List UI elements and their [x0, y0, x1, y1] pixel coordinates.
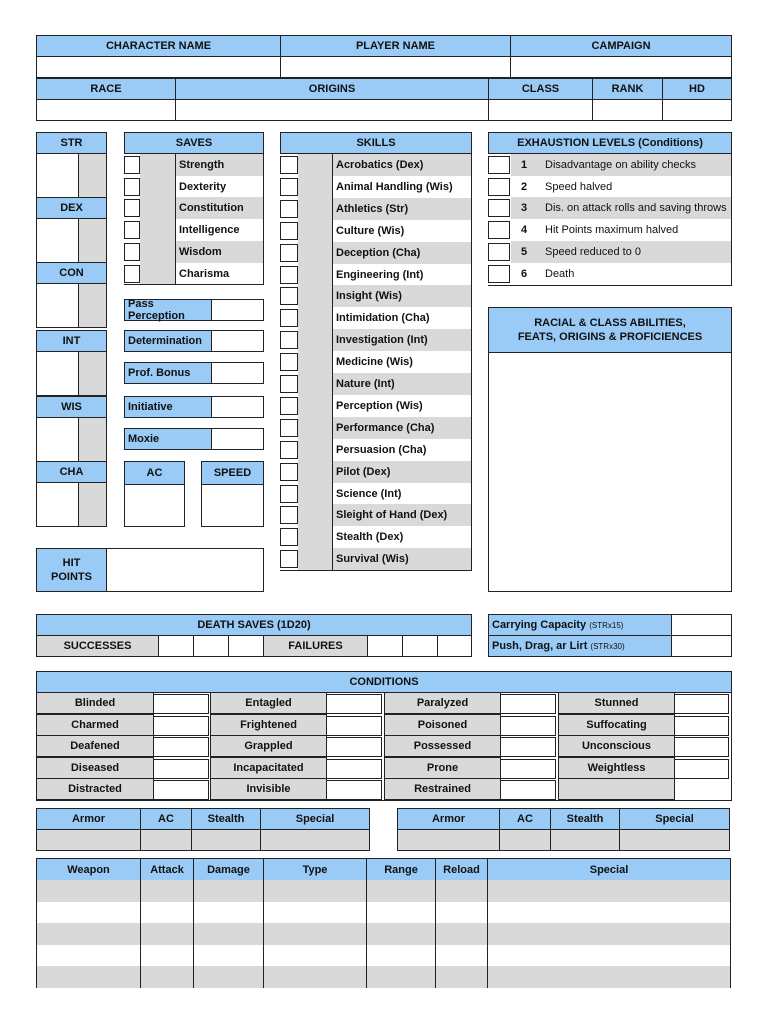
class-label: CLASS	[521, 83, 560, 95]
weapon-row-4-weapon[interactable]	[36, 945, 141, 967]
racial-abilities-title-2: FEATS, ORIGINS & PROFICIENCES	[517, 331, 703, 343]
ability-modifier-dex[interactable]	[78, 218, 107, 263]
conditions-header	[36, 671, 732, 693]
skill-stealth-dex-checkbox[interactable]	[280, 528, 298, 546]
push-drag-field[interactable]	[671, 635, 732, 657]
save-modifier-dexterity[interactable]	[140, 176, 176, 198]
player-name-header	[280, 35, 511, 57]
weapon-header-special: Special	[487, 858, 731, 881]
save-modifier-strength[interactable]	[140, 154, 176, 176]
condition-charmed-label: Charmed	[36, 714, 154, 736]
skill-science-int-modifier[interactable]	[298, 483, 333, 505]
armor-1-field-special[interactable]	[260, 829, 370, 851]
skill-stealth-dex-modifier[interactable]	[298, 526, 333, 548]
save-modifier-wisdom[interactable]	[140, 241, 176, 263]
weapon-header-attack: Attack	[140, 858, 194, 881]
save-checkbox-wisdom[interactable]	[124, 243, 140, 261]
weapon-row-5-damage[interactable]	[193, 966, 264, 988]
failure-box-1[interactable]	[367, 635, 403, 657]
exhaustion-checkbox-4[interactable]	[488, 221, 510, 239]
armor-1-field-ac[interactable]	[140, 829, 192, 851]
skill-insight-wis-modifier[interactable]	[298, 285, 333, 307]
carrying-capacity-note: (STRx15)	[589, 620, 624, 630]
weapon-row-1-damage[interactable]	[193, 880, 264, 902]
weapon-row-4-range[interactable]	[366, 945, 436, 967]
carrying-capacity-text: Carrying Capacity	[492, 619, 587, 631]
save-modifier-charisma[interactable]	[140, 263, 176, 285]
skill-medicine-wis-modifier[interactable]	[298, 351, 333, 373]
ability-score-wis[interactable]	[36, 417, 79, 462]
weapon-row-4-damage[interactable]	[193, 945, 264, 967]
exhaustion-checkbox-5[interactable]	[488, 243, 510, 261]
skill-pilot-dex-label: Pilot (Dex)	[333, 461, 472, 483]
success-box-2[interactable]	[193, 635, 229, 657]
exhaustion-checkbox-1[interactable]	[488, 156, 510, 174]
prof-bonus-field[interactable]	[211, 362, 264, 384]
skill-acrobatics-dex-modifier[interactable]	[298, 154, 333, 176]
ability-header-dex: DEX	[36, 197, 107, 219]
push-drag-text: Push, Drag, ar Lirt	[492, 640, 588, 652]
exhaustion-level-number: 1	[521, 159, 528, 171]
ability-modifier-con[interactable]	[78, 283, 107, 328]
weapon-row-5-weapon[interactable]	[36, 966, 141, 988]
determination-text: Determination	[128, 335, 202, 347]
death-saves-header	[36, 614, 472, 636]
hit-points-field[interactable]	[106, 548, 264, 592]
weapon-header-damage: Damage	[193, 858, 264, 881]
skill-intimidation-cha-modifier[interactable]	[298, 307, 333, 329]
weapon-row-4-type[interactable]	[263, 945, 367, 967]
exhaustion-checkbox-3[interactable]	[488, 199, 510, 217]
skill-acrobatics-dex-checkbox[interactable]	[280, 156, 298, 174]
weapon-row-3-special[interactable]	[487, 923, 731, 945]
weapon-row-1-type[interactable]	[263, 880, 367, 902]
skill-science-int-label: Science (Int)	[333, 483, 472, 505]
failures-label	[263, 635, 368, 657]
skill-athletics-str-checkbox[interactable]	[280, 200, 298, 218]
skill-culture-wis-checkbox[interactable]	[280, 222, 298, 240]
ability-modifier-str[interactable]	[78, 153, 107, 198]
exhaustion-level-number: 4	[521, 224, 528, 237]
hit-points-label-2: POINTS	[51, 571, 92, 583]
skill-science-int-checkbox[interactable]	[280, 485, 298, 503]
save-checkbox-dexterity[interactable]	[124, 178, 140, 196]
hit-points-header	[36, 548, 107, 592]
skill-deception-cha-modifier[interactable]	[298, 242, 333, 264]
failure-box-2[interactable]	[402, 635, 438, 657]
character-name-header	[36, 35, 281, 57]
ac-field[interactable]	[124, 484, 185, 527]
save-checkbox-intelligence[interactable]	[124, 221, 140, 239]
moxie-field[interactable]	[211, 428, 264, 450]
successes-text: SUCCESSES	[63, 640, 132, 652]
weapon-row-5-attack[interactable]	[140, 966, 194, 988]
hd-header	[662, 78, 732, 100]
carrying-capacity-label	[488, 614, 672, 636]
origins-label: ORIGINS	[308, 83, 356, 95]
skill-persuasion-cha-checkbox[interactable]	[280, 441, 298, 459]
weapon-row-1-range[interactable]	[366, 880, 436, 902]
save-label-constitution: Constitution	[176, 197, 264, 219]
race-label: RACE	[90, 83, 122, 95]
moxie-label	[124, 428, 212, 450]
skills-header	[280, 132, 472, 154]
skill-insight-wis-checkbox[interactable]	[280, 287, 298, 305]
ability-score-con[interactable]	[36, 283, 79, 328]
skill-nature-int-label: Nature (Int)	[333, 373, 472, 395]
skill-deception-cha-label: Deception (Cha)	[333, 242, 472, 264]
exhaustion-row-5	[511, 241, 732, 263]
exhaustion-level-text: Speed halved	[545, 180, 613, 193]
skill-perception-wis-label: Perception (Wis)	[333, 395, 472, 417]
origins-field[interactable]	[175, 99, 489, 121]
skill-pilot-dex-modifier[interactable]	[298, 461, 333, 483]
skill-stealth-dex-label: Stealth (Dex)	[333, 526, 472, 548]
condition-stunned-label: Stunned	[558, 692, 675, 714]
ability-header-wis: WIS	[36, 396, 107, 418]
weapon-row-5-type[interactable]	[263, 966, 367, 988]
condition-frightened-label: Frightened	[210, 714, 327, 736]
condition-blinded-label: Blinded	[36, 692, 154, 714]
condition-entagled-label: Entagled	[210, 692, 327, 714]
exhaustion-level-number: 2	[521, 180, 528, 193]
armor-2-field-ac[interactable]	[499, 829, 551, 851]
skill-animal-handling-wis-modifier[interactable]	[298, 176, 333, 198]
skill-performance-cha-label: Performance (Cha)	[333, 417, 472, 439]
skill-performance-cha-modifier[interactable]	[298, 417, 333, 439]
skill-perception-wis-modifier[interactable]	[298, 395, 333, 417]
weapon-row-5-reload[interactable]	[435, 966, 488, 988]
ac-label: AC	[146, 467, 163, 479]
save-label-wisdom: Wisdom	[176, 241, 264, 263]
weapon-row-2-attack[interactable]	[140, 902, 194, 924]
death-saves-title: DEATH SAVES (1D20)	[197, 619, 311, 631]
exhaustion-header	[488, 132, 732, 154]
weapon-row-3-type[interactable]	[263, 923, 367, 945]
weapon-row-4-special[interactable]	[487, 945, 731, 967]
racial-abilities-title-1: RACIAL & CLASS ABILITIES,	[534, 317, 686, 329]
exhaustion-level-number: 3	[521, 202, 528, 215]
exhaustion-level-number: 6	[521, 267, 528, 280]
weapon-row-5-range[interactable]	[366, 966, 436, 988]
campaign-header	[510, 35, 732, 57]
failures-text: FAILURES	[288, 640, 343, 652]
exhaustion-row-6	[511, 263, 732, 285]
exhaustion-level-text: Hit Points maximum halved	[545, 224, 679, 237]
weapon-row-4-reload[interactable]	[435, 945, 488, 967]
saves-header	[124, 132, 264, 154]
armor-1-field-armor[interactable]	[36, 829, 141, 851]
skill-athletics-str-label: Athletics (Str)	[333, 198, 472, 220]
weapon-row-3-attack[interactable]	[140, 923, 194, 945]
skill-survival-wis-modifier[interactable]	[298, 548, 333, 570]
race-field[interactable]	[36, 99, 176, 121]
exhaustion-row-3	[511, 197, 732, 219]
rank-header	[592, 78, 663, 100]
ability-header-int: INT	[36, 330, 107, 352]
pass-perception-field[interactable]	[211, 299, 264, 321]
skill-nature-int-modifier[interactable]	[298, 373, 333, 395]
armor-2-header-armor: Armor	[397, 808, 500, 830]
skill-persuasion-cha-label: Persuasion (Cha)	[333, 439, 472, 461]
condition-weightless-label: Weightless	[558, 757, 675, 779]
skill-sleight-of-hand-dex-modifier[interactable]	[298, 504, 333, 526]
weapon-header-reload: Reload	[435, 858, 488, 881]
ability-header-cha: CHA	[36, 461, 107, 483]
ability-score-str[interactable]	[36, 153, 79, 198]
pass-perception-label	[124, 299, 212, 321]
player-name-label: PLAYER NAME	[355, 40, 436, 52]
weapon-header-range: Range	[366, 858, 436, 881]
skills-bottom-border	[280, 570, 472, 571]
pass-perception-text: Pass Perception	[128, 298, 185, 322]
weapon-row-4-attack[interactable]	[140, 945, 194, 967]
skill-engineering-int-checkbox[interactable]	[280, 266, 298, 284]
ability-modifier-cha[interactable]	[78, 482, 107, 527]
ability-modifier-int[interactable]	[78, 351, 107, 396]
condition-suffocating-label: Suffocating	[558, 714, 675, 736]
exhaustion-level-text: Speed reduced to 0	[545, 245, 642, 258]
success-box-1[interactable]	[158, 635, 194, 657]
character-name-field[interactable]	[36, 56, 281, 78]
conditions-frame	[36, 692, 732, 801]
exhaustion-row-4	[511, 219, 732, 241]
ability-score-dex[interactable]	[36, 218, 79, 263]
exhaustion-level-number: 5	[521, 245, 528, 258]
weapon-header-type: Type	[263, 858, 367, 881]
skill-engineering-int-label: Engineering (Int)	[333, 264, 472, 286]
armor-1-header-special: Special	[260, 808, 370, 830]
save-checkbox-strength[interactable]	[124, 156, 140, 174]
skill-perception-wis-checkbox[interactable]	[280, 397, 298, 415]
skill-acrobatics-dex-label: Acrobatics (Dex)	[333, 154, 472, 176]
skill-intimidation-cha-label: Intimidation (Cha)	[333, 307, 472, 329]
exhaustion-title: EXHAUSTION LEVELS (Conditions)	[517, 137, 703, 149]
skill-intimidation-cha-checkbox[interactable]	[280, 309, 298, 327]
race-header	[36, 78, 176, 100]
prof-bonus-label	[124, 362, 212, 384]
weapon-row-1-weapon[interactable]	[36, 880, 141, 902]
exhaustion-bottom-border	[488, 285, 732, 286]
exhaustion-checkbox-6[interactable]	[488, 265, 510, 283]
condition-prone-label: Prone	[384, 757, 501, 779]
skill-sleight-of-hand-dex-checkbox[interactable]	[280, 506, 298, 524]
armor-2-header-ac: AC	[499, 808, 551, 830]
condition-restrained-label: Restrained	[384, 778, 501, 800]
determination-field[interactable]	[211, 330, 264, 352]
weapon-row-2-special[interactable]	[487, 902, 731, 924]
initiative-text: Initiative	[128, 401, 173, 413]
exhaustion-level-text: Dis. on attack rolls and saving throws	[545, 202, 727, 215]
skill-nature-int-checkbox[interactable]	[280, 375, 298, 393]
save-label-strength: Strength	[176, 154, 264, 176]
weapon-row-2-range[interactable]	[366, 902, 436, 924]
racial-abilities-header	[488, 307, 732, 353]
weapon-row-3-reload[interactable]	[435, 923, 488, 945]
save-modifier-intelligence[interactable]	[140, 219, 176, 241]
weapon-row-2-weapon[interactable]	[36, 902, 141, 924]
save-checkbox-charisma[interactable]	[124, 265, 140, 283]
speed-label: SPEED	[213, 467, 252, 479]
armor-2-field-armor[interactable]	[397, 829, 500, 851]
skill-culture-wis-modifier[interactable]	[298, 220, 333, 242]
save-label-intelligence: Intelligence	[176, 219, 264, 241]
skill-medicine-wis-label: Medicine (Wis)	[333, 351, 472, 373]
conditions-title: CONDITIONS	[349, 676, 419, 688]
ability-header-con: CON	[36, 262, 107, 284]
rank-label: RANK	[611, 83, 644, 95]
exhaustion-checkbox-2[interactable]	[488, 178, 510, 196]
class-field[interactable]	[488, 99, 593, 121]
save-label-dexterity: Dexterity	[176, 176, 264, 198]
skill-medicine-wis-checkbox[interactable]	[280, 353, 298, 371]
saves-title: SAVES	[175, 137, 213, 149]
armor-2-field-special[interactable]	[619, 829, 730, 851]
skill-engineering-int-modifier[interactable]	[298, 264, 333, 286]
skill-persuasion-cha-modifier[interactable]	[298, 439, 333, 461]
push-drag-label	[488, 635, 672, 657]
origins-header	[175, 78, 489, 100]
condition-poisoned-label: Poisoned	[384, 714, 501, 736]
racial-abilities-field[interactable]	[488, 352, 732, 592]
player-name-field[interactable]	[280, 56, 511, 78]
save-label-charisma: Charisma	[176, 263, 264, 285]
speed-field[interactable]	[201, 484, 264, 527]
skill-investigation-int-label: Investigation (Int)	[333, 329, 472, 351]
speed-header	[201, 461, 264, 485]
armor-1-header-stealth: Stealth	[191, 808, 261, 830]
push-drag-note: (STRx30)	[590, 641, 625, 651]
skill-survival-wis-checkbox[interactable]	[280, 550, 298, 568]
hd-field[interactable]	[662, 99, 732, 121]
failure-box-3[interactable]	[437, 635, 472, 657]
weapon-header-weapon: Weapon	[36, 858, 141, 881]
ability-score-int[interactable]	[36, 351, 79, 396]
exhaustion-level-text: Disadvantage on ability checks	[545, 159, 697, 171]
armor-1-header-armor: Armor	[36, 808, 141, 830]
save-modifier-constitution[interactable]	[140, 197, 176, 219]
ability-modifier-wis[interactable]	[78, 417, 107, 462]
condition-deafened-label: Deafened	[36, 735, 154, 757]
weapon-row-2-damage[interactable]	[193, 902, 264, 924]
condition-distracted-label: Distracted	[36, 778, 154, 800]
hit-points-label-1: HIT	[62, 557, 81, 569]
condition-invisible-label: Invisible	[210, 778, 327, 800]
condition-incapacitated-label: Incapacitated	[210, 757, 327, 779]
save-checkbox-constitution[interactable]	[124, 199, 140, 217]
weapon-row-1-attack[interactable]	[140, 880, 194, 902]
weapon-row-5-special[interactable]	[487, 966, 731, 988]
skills-title: SKILLS	[356, 137, 396, 149]
skill-sleight-of-hand-dex-label: Sleight of Hand (Dex)	[333, 504, 472, 526]
campaign-field[interactable]	[510, 56, 732, 78]
armor-1-header-ac: AC	[140, 808, 192, 830]
weapon-row-1-special[interactable]	[487, 880, 731, 902]
condition-possessed-label: Possessed	[384, 735, 501, 757]
skill-pilot-dex-checkbox[interactable]	[280, 463, 298, 481]
successes-label	[36, 635, 159, 657]
weapon-row-3-damage[interactable]	[193, 923, 264, 945]
weapon-row-3-weapon[interactable]	[36, 923, 141, 945]
skill-animal-handling-wis-label: Animal Handling (Wis)	[333, 176, 472, 198]
initiative-field[interactable]	[211, 396, 264, 418]
skill-investigation-int-checkbox[interactable]	[280, 331, 298, 349]
armor-1-field-stealth[interactable]	[191, 829, 261, 851]
weapon-row-2-reload[interactable]	[435, 902, 488, 924]
initiative-label	[124, 396, 212, 418]
success-box-3[interactable]	[228, 635, 264, 657]
campaign-label: CAMPAIGN	[591, 40, 651, 52]
carrying-capacity-field[interactable]	[671, 614, 732, 636]
skill-performance-cha-checkbox[interactable]	[280, 419, 298, 437]
condition-unconscious-label: Unconscious	[558, 735, 675, 757]
hd-label: HD	[689, 83, 705, 95]
skill-athletics-str-modifier[interactable]	[298, 198, 333, 220]
skill-survival-wis-label: Survival (Wis)	[333, 548, 472, 570]
weapon-row-3-range[interactable]	[366, 923, 436, 945]
condition-grappled-label: Grappled	[210, 735, 327, 757]
saves-bottom-border	[124, 284, 264, 285]
determination-label	[124, 330, 212, 352]
weapon-row-2-type[interactable]	[263, 902, 367, 924]
condition-paralyzed-label: Paralyzed	[384, 692, 501, 714]
armor-2-header-special: Special	[619, 808, 730, 830]
ac-header	[124, 461, 185, 485]
ability-header-str: STR	[36, 132, 107, 154]
skill-animal-handling-wis-checkbox[interactable]	[280, 178, 298, 196]
exhaustion-row-2	[511, 176, 732, 198]
character-name-label: CHARACTER NAME	[105, 40, 212, 52]
weapon-row-1-reload[interactable]	[435, 880, 488, 902]
armor-2-field-stealth[interactable]	[550, 829, 620, 851]
prof-bonus-text: Prof. Bonus	[128, 367, 191, 379]
skill-investigation-int-modifier[interactable]	[298, 329, 333, 351]
rank-field[interactable]	[592, 99, 663, 121]
exhaustion-row-1	[511, 154, 732, 176]
skill-deception-cha-checkbox[interactable]	[280, 244, 298, 262]
class-header	[488, 78, 593, 100]
ability-score-cha[interactable]	[36, 482, 79, 527]
skill-insight-wis-label: Insight (Wis)	[333, 285, 472, 307]
condition-diseased-label: Diseased	[36, 757, 154, 779]
moxie-text: Moxie	[128, 433, 160, 445]
skill-culture-wis-label: Culture (Wis)	[333, 220, 472, 242]
exhaustion-level-text: Death	[545, 267, 575, 280]
armor-2-header-stealth: Stealth	[550, 808, 620, 830]
